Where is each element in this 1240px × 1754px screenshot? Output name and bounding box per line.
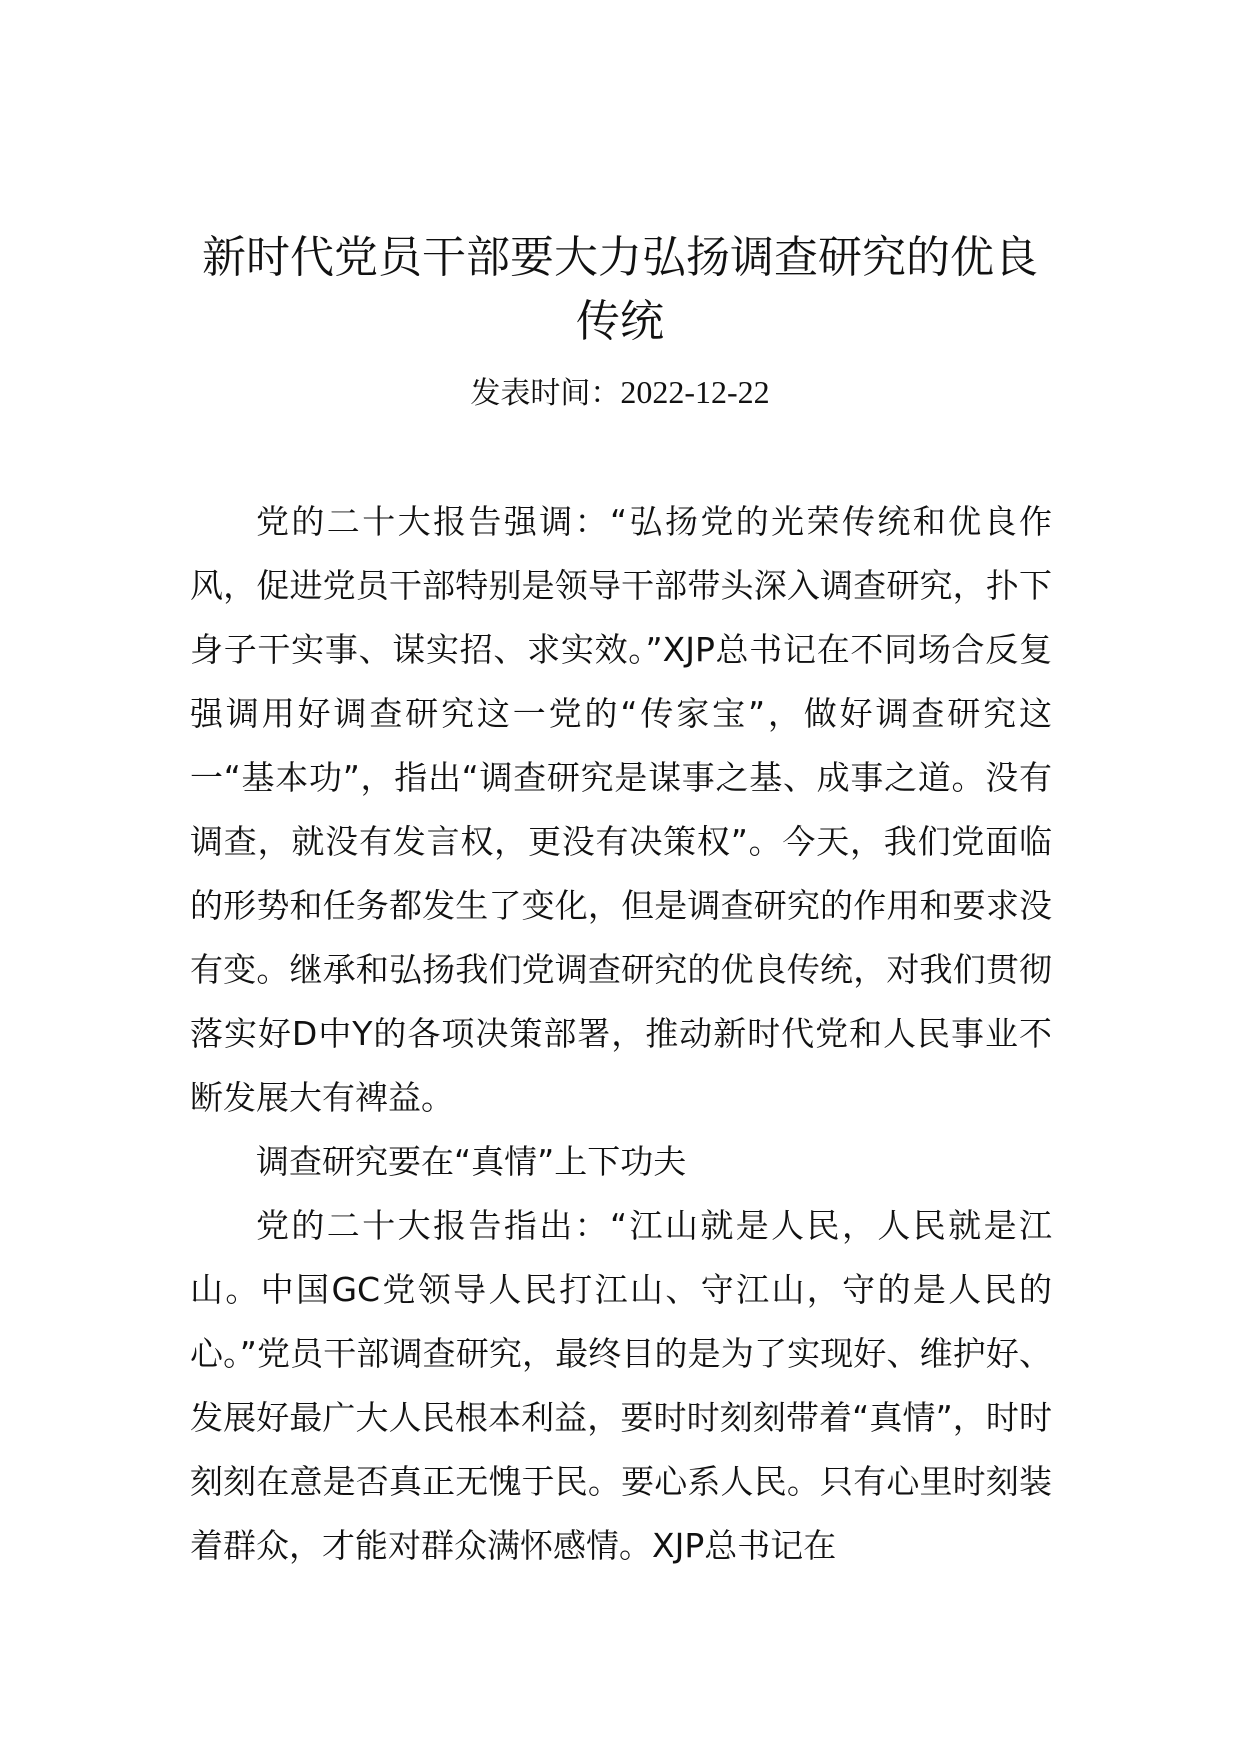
section-heading: 调查研究要在“真情”上下功夫 <box>256 1142 687 1181</box>
document-title: 新时代党员干部要大力弘扬调查研究的优良传统 <box>202 232 1038 347</box>
publish-date <box>190 370 1050 416</box>
paragraph-intro: 党的二十大报告强调：“弘扬党的光荣传统和优良作风，促进党员干部特别是领导干部带头深入调查研究，扑下身子干实事、谋实招、求实效。”XJP总书记在不同场合反复强调用好调查研究这一党的“传家宝”，做好调查研究这一“基本功”，指出“调查研究是谋事之基、成事之道。没有调查，就没有发言权，更没有决策权”。今天，我们党面临的形势和任务都发生了变化，但是调查研究的作用和要求没有变。继承和弘扬我们党调查研究的优良传统，对我们贯彻落实好D中Y的各项决策部署，推动新时代党和人民事业不断发展大有裨益。 <box>190 502 1052 1117</box>
document-body <box>190 490 1052 1578</box>
paragraph-section-1: 党的二十大报告指出：“江山就是人民，人民就是江山。中国GC党领导人民打江山、守江山，守的是人民的心。”党员干部调查研究，最终目的是为了实现好、维护好、发展好最广大人民根本利益，要时时刻刻带着“真情”，时时刻刻在意是否真正无愧于民。要心系人民。只有心里时刻装着群众，才能对群众满怀感情。XJP总书记在 <box>190 1206 1052 1565</box>
publish-date-label: 发表时间： <box>470 376 621 411</box>
publish-date-value: 2022-12-22 <box>620 374 770 410</box>
